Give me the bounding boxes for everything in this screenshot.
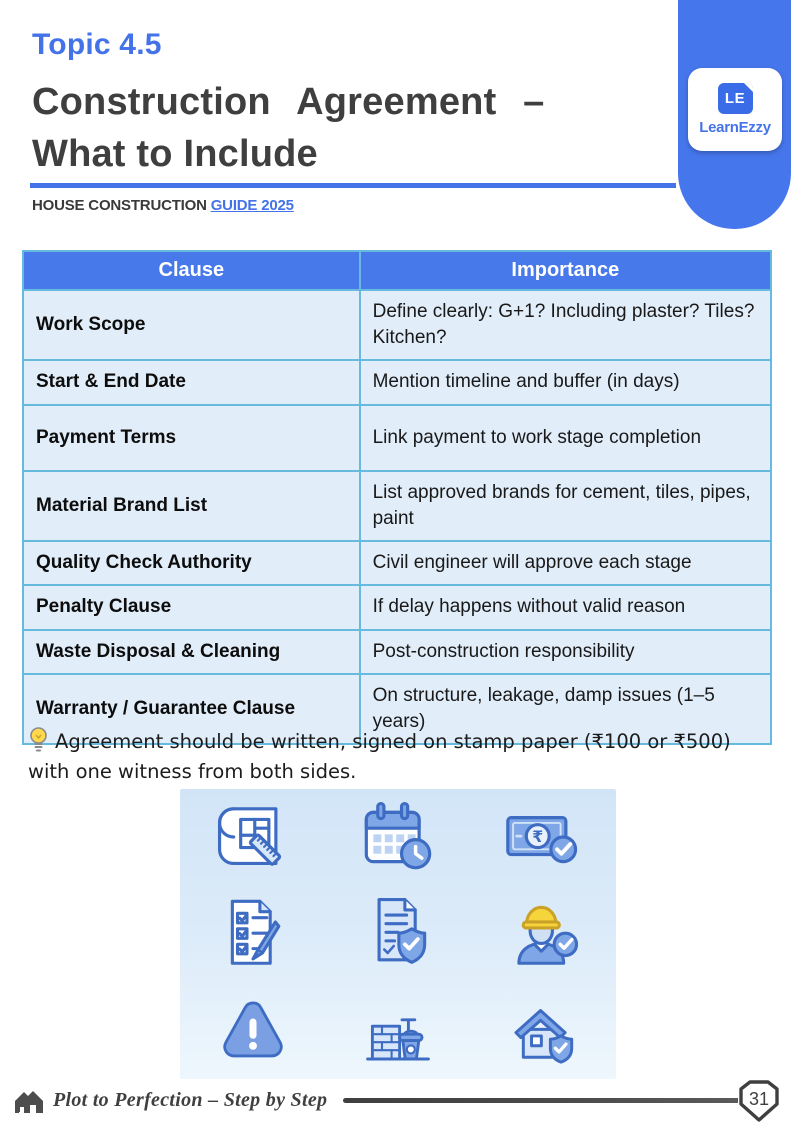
learnezzy-logo-icon xyxy=(718,83,753,114)
clauses-table xyxy=(22,250,772,745)
page-title xyxy=(32,76,672,180)
table-row xyxy=(23,360,771,404)
logo-name: LearnEzzy xyxy=(699,119,771,136)
house-icon xyxy=(13,1088,45,1114)
table-row xyxy=(23,471,771,541)
clause-cell: Start & End Date xyxy=(23,360,360,404)
bricks-bucket-icon xyxy=(358,991,438,1071)
page-number: 31 xyxy=(748,1088,770,1109)
table-header-row xyxy=(23,251,771,290)
logo-mark-text: LE xyxy=(724,90,746,107)
rupee-note-check-icon xyxy=(499,793,587,881)
brand-ribbon xyxy=(678,0,791,229)
logo-fold-corner xyxy=(744,83,753,92)
importance-cell: If delay happens without valid reason xyxy=(360,585,771,629)
page-number-badge xyxy=(737,1078,781,1123)
guide-link[interactable]: GUIDE 2025 xyxy=(210,197,294,214)
learnezzy-logo xyxy=(688,68,782,151)
clause-cell: Warranty / Guarantee Clause xyxy=(23,674,360,744)
header-divider xyxy=(30,183,676,188)
warning-triangle-icon xyxy=(214,992,292,1070)
page-title-line1: Construction Agreement – xyxy=(32,81,545,123)
subtitle-text: HOUSE CONSTRUCTION xyxy=(32,197,211,214)
clause-cell: Penalty Clause xyxy=(23,585,360,629)
topic-label: Topic 4.5 xyxy=(32,28,162,61)
importance-cell: Define clearly: G+1? Including plaster? Tiles? Kitchen? xyxy=(360,290,771,360)
document-shield-check-icon xyxy=(355,891,441,977)
page-title-line2: What to Include xyxy=(32,133,318,175)
illustration-panel xyxy=(180,789,616,1079)
blueprint-ruler-icon xyxy=(209,793,297,881)
house-shield-check-icon xyxy=(502,990,584,1072)
column-header-importance: Importance xyxy=(360,251,771,290)
page-footer xyxy=(0,1078,794,1123)
importance-cell: Civil engineer will approve each stage xyxy=(360,541,771,585)
table-row xyxy=(23,585,771,629)
clause-cell: Payment Terms xyxy=(23,405,360,471)
importance-cell: Link payment to work stage completion xyxy=(360,405,771,471)
subtitle xyxy=(32,197,294,214)
footer-tagline: Plot to Perfection – Step by Step xyxy=(53,1089,328,1111)
footer-divider-line xyxy=(343,1098,738,1103)
rupee-symbol: ₹ xyxy=(532,827,544,847)
calendar-clock-icon xyxy=(354,793,442,881)
clause-cell: Material Brand List xyxy=(23,471,360,541)
worker-check-icon xyxy=(500,891,586,977)
table-row xyxy=(23,541,771,585)
clause-cell: Quality Check Authority xyxy=(23,541,360,585)
column-header-clause: Clause xyxy=(23,251,360,290)
clause-cell: Waste Disposal & Cleaning xyxy=(23,630,360,674)
checklist-pen-icon xyxy=(210,891,296,977)
tip-note-text: Agreement should be written, signed on stamp paper (₹100 or ₹500) with one witness from both sides. xyxy=(28,730,731,784)
table-row xyxy=(23,630,771,674)
table-row xyxy=(23,405,771,471)
importance-cell: Post-construction responsibility xyxy=(360,630,771,674)
table-row xyxy=(23,290,771,360)
tip-note xyxy=(28,726,770,787)
lightbulb-icon xyxy=(28,726,49,753)
clause-cell: Work Scope xyxy=(23,290,360,360)
importance-cell: On structure, leakage, damp issues (1–5 years) xyxy=(360,674,771,744)
importance-cell: List approved brands for cement, tiles, pipes, paint xyxy=(360,471,771,541)
importance-cell: Mention timeline and buffer (in days) xyxy=(360,360,771,404)
